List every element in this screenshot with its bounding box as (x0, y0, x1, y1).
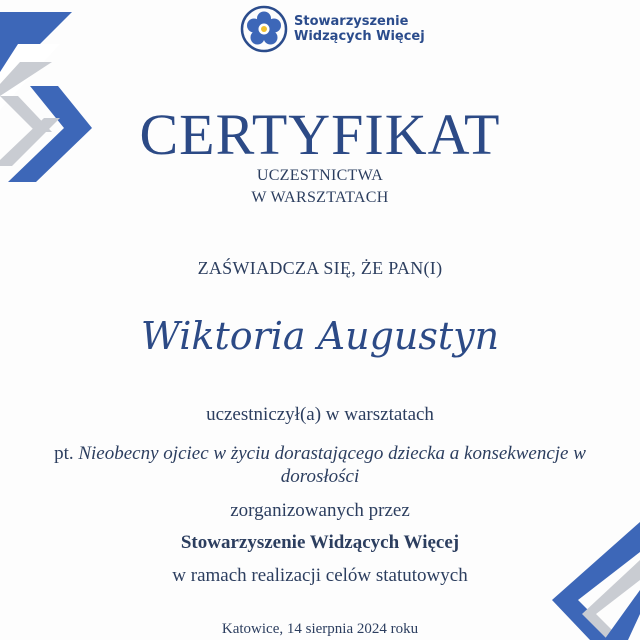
organization-name-logo-text (294, 14, 425, 44)
statutory-goals-text: w ramach realizacji celów statutowych (172, 565, 468, 586)
organizer-name: Stowarzyszenie Widzących Więcej (180, 532, 460, 553)
certificate-subtitle-line1: UCZESTNICTWA (256, 167, 384, 184)
place-and-date: Katowice, 14 sierpnia 2024 roku (221, 621, 419, 637)
certificate-title: CERTYFIKAT (139, 102, 501, 167)
certificate-subtitle-line2: W WARSZTATACH (251, 189, 389, 206)
workshop-prefix: pt. (54, 443, 74, 464)
logo-name-line1: Stowarzyszenie (294, 14, 409, 29)
participation-text: uczestniczył(a) w warsztatach (206, 404, 434, 425)
workshop-title-block (0, 442, 640, 488)
logo-name-line2: Widzących Więcej (294, 29, 425, 44)
organized-by-text: zorganizowanych przez (230, 500, 410, 521)
organization-logo (240, 4, 425, 54)
recipient-name: Wiktoria Augustyn (140, 314, 500, 358)
attestation-text: ZAŚWIADCZA SIĘ, ŻE PAN(I) (197, 258, 443, 278)
workshop-title: Nieobecny ojciec w życiu dorastającego dziecka a konsekwencje w dorosłości (78, 443, 586, 487)
forget-me-not-flower-icon (240, 5, 288, 53)
